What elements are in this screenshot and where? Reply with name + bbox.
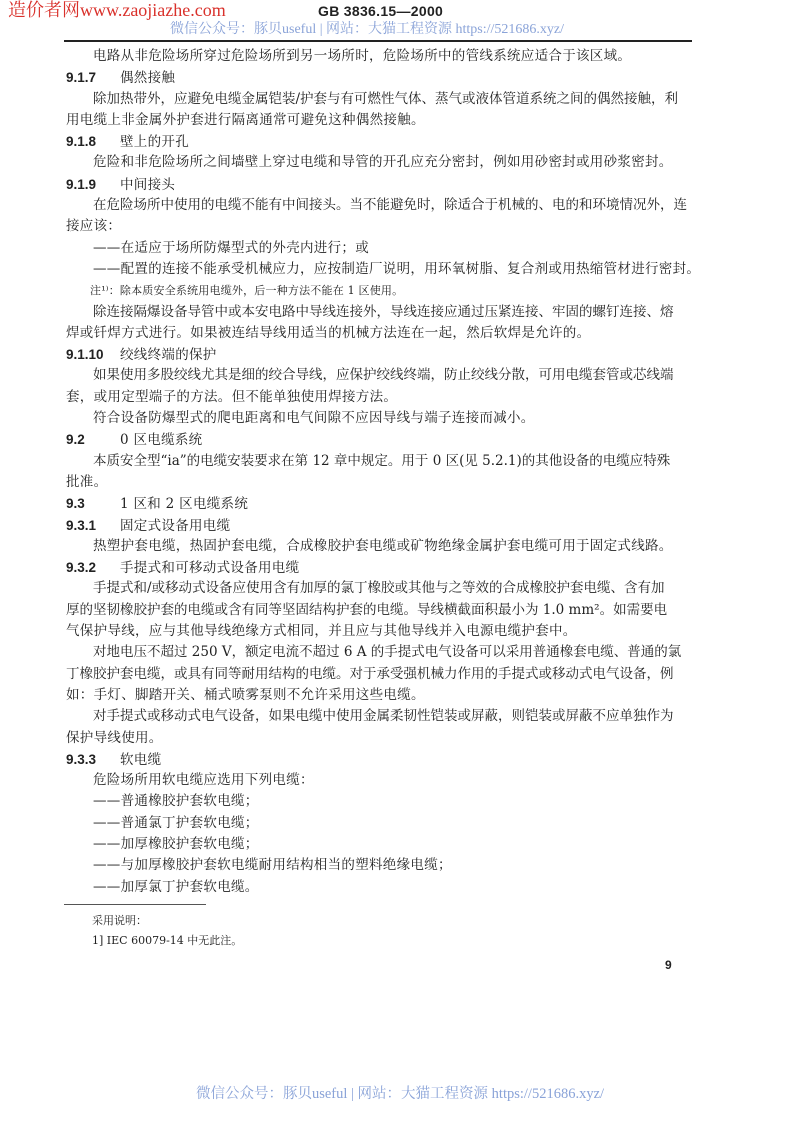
section-number: 9.1.9 (66, 176, 97, 192)
section-number: 9.1.10 (66, 347, 104, 363)
paragraph-line: 接应该： (66, 218, 122, 235)
paragraph-line: 除加热带外，应避免电缆金属铠装/护套与有可燃性气体、蒸气或液体管道系统之间的偶然接触，利 (93, 90, 679, 107)
section-heading (66, 749, 696, 770)
list-item: ——普通氯丁护套软电缆； (93, 814, 259, 831)
paragraph-line: 用电缆上非金属外护套进行隔离通常可避免这种偶然接触。 (66, 111, 425, 128)
section-heading (66, 557, 696, 578)
watermark-bottom: 微信公众号：豚贝useful | 网站：大猫工程资源 https://521686.xyz/ (195, 1086, 605, 1102)
section-heading (66, 429, 696, 450)
note-line: 注¹⁾：除本质安全系统用电缆外，后一种方法不能在 1 区使用。 (90, 284, 404, 298)
paragraph-line: 如：手灯、脚踏开关、桶式喷雾泵则不允许采用这些电缆。 (66, 686, 425, 703)
section-number: 9.3 (66, 496, 85, 512)
section-heading (66, 131, 696, 152)
section-heading (66, 344, 696, 365)
footnote-rule (64, 904, 206, 905)
section-title: 偶然接触 (120, 70, 176, 87)
paragraph-line: 批准。 (66, 473, 108, 490)
paragraph-line: 符合设备防爆型式的爬电距离和电气间隙不应因导线与端子连接而减小。 (93, 410, 535, 427)
footnote-1: 1] IEC 60079-14 中无此注。 (92, 934, 243, 947)
paragraph-line: 在危险场所中使用的电缆不能有中间接头。当不能避免时，除适合于机械的、电的和环境情况外，连 (93, 197, 687, 214)
section-heading (66, 515, 696, 536)
paragraph-line: 套，或用定型端子的方法。但不能单独使用焊接方法。 (66, 388, 398, 405)
paragraph-line: 丁橡胶护套电缆，或具有同等耐用结构的电缆。对于承受强机械力作用的手提式或移动式电气设备，例 (66, 665, 674, 682)
paragraph-line: 如果使用多股绞线尤其是细的绞合导线，应保护绞线终端，防止绞线分散，可用电缆套管或芯线端 (93, 367, 674, 384)
paragraph-line: 气保护导线，应与其他导线绝缘方式相同，并且应与其他导线并入电源电缆护套中。 (66, 623, 577, 640)
section-number: 9.1.8 (66, 134, 97, 150)
section-number: 9.3.3 (66, 751, 97, 767)
section-title: 1 区和 2 区电缆系统 (120, 496, 249, 513)
section-number: 9.3.1 (66, 517, 97, 533)
section-title: 壁上的开孔 (120, 134, 189, 151)
standard-number: GB 3836.15—2000 (318, 3, 444, 19)
section-title: 手提式和可移动式设备用电缆 (120, 560, 300, 577)
list-item: ——普通橡胶护套软电缆； (93, 793, 259, 810)
paragraph-line: 焊或钎焊方式进行。如果被连结导线用适当的机械方法连在一起，然后软焊是允许的。 (66, 324, 591, 341)
paragraph-line: 本质安全型“ia”的电缆安装要求在第 12 章中规定。用于 0 区(见 5.2.1)的其他设备的电缆应特殊 (93, 452, 671, 469)
paragraph-line: 热塑护套电缆，热固护套电缆，合成橡胶护套电缆或矿物绝缘金属护套电缆可用于固定式线路。 (93, 537, 673, 554)
list-item: ——与加厚橡胶护套软电缆耐用结构相当的塑料绝缘电缆； (93, 857, 452, 874)
list-item: ——在适应于场所防爆型式的外壳内进行；或 (93, 239, 369, 256)
paragraph-line: 厚的坚韧橡胶护套的电缆或含有同等坚固结构护套的电缆。导线横截面积最小为 1.0 mm²。如需要电 (66, 601, 668, 618)
section-title: 绞线终端的保护 (120, 347, 217, 364)
header-rule (64, 40, 692, 42)
list-item: ——配置的连接不能承受机械应力，应按制造厂说明，用环氧树脂、复合剂或用热缩管材进行密封。 (93, 260, 701, 277)
paragraph-line: 电路从非危险场所穿过危险场所到另一场所时，危险场所中的管线系统应适合于该区域。 (93, 48, 632, 64)
footnote-title: 采用说明： (92, 914, 147, 927)
page-number: 9 (665, 958, 672, 972)
paragraph-line: 对地电压不超过 250 V，额定电流不超过 6 A 的手提式电气设备可以采用普通橡套电缆、普通的氯 (93, 644, 682, 661)
section-number: 9.2 (66, 432, 85, 448)
section-heading (66, 174, 696, 195)
list-item: ——加厚氯丁护套软电缆。 (93, 878, 259, 895)
section-title: 软电缆 (120, 751, 162, 768)
paragraph-line: 保护导线使用。 (66, 729, 163, 746)
paragraph-line: 危险场所用软电缆应选用下列电缆： (93, 772, 314, 789)
paragraph-line: 危险和非危险场所之间墙壁上穿过电缆和导管的开孔应充分密封，例如用砂密封或用砂浆密封。 (93, 154, 673, 171)
section-heading (66, 67, 696, 88)
section-number: 9.3.2 (66, 560, 97, 576)
document-body (66, 46, 701, 898)
watermark-site: 造价者网www.zaojiazhe.com (8, 0, 226, 20)
section-number: 9.1.7 (66, 70, 97, 86)
watermark-top: 微信公众号：豚贝useful | 网站：大猫工程资源 https://521686.xyz/ (170, 22, 565, 37)
section-title: 中间接头 (120, 176, 176, 193)
paragraph-line: 手提式和/或移动式设备应使用含有加厚的氯丁橡胶或其他与之等效的合成橡胶护套电缆、含有加 (93, 580, 665, 597)
paragraph-line: 对手提式或移动式电气设备，如果电缆中使用金属柔韧性铠装或屏蔽，则铠装或屏蔽不应单独作为 (93, 708, 674, 725)
section-title: 固定式设备用电缆 (120, 517, 231, 534)
paragraph-line: 除连接隔爆设备导管中或本安电路中导线连接外，导线连接应通过压紧连接、牢固的螺钉连接、熔 (93, 303, 674, 320)
list-item: ——加厚橡胶护套软电缆； (93, 835, 259, 852)
section-heading (66, 493, 696, 514)
section-title: 0 区电缆系统 (120, 432, 203, 449)
